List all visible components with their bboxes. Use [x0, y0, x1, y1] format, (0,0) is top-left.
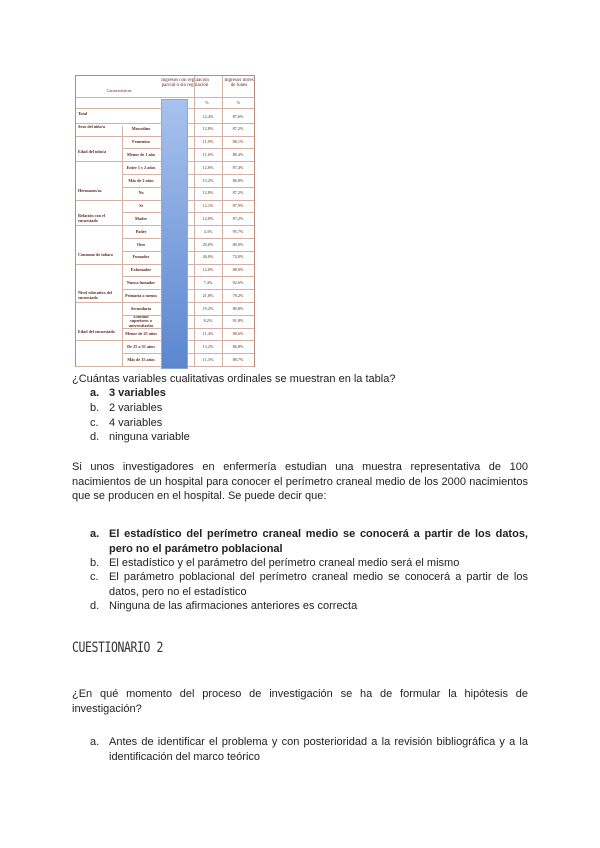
row-group-label: Relación con el encuestado [78, 214, 105, 223]
row-value-2: 88,6% [232, 331, 244, 337]
row-sub-label: Fumador [132, 254, 150, 260]
q1-option-d [90, 430, 190, 445]
row-sub-label: Menor de 1 año [127, 151, 155, 157]
row-value-1: 12,8% [202, 215, 214, 221]
row-value-1: 11,9% [202, 139, 214, 145]
row-value-2: 88,4% [232, 151, 244, 157]
question-1: ¿Cuántas variables cualitativas ordinales se muestran en la tabla? [72, 373, 396, 385]
option-text: El estadístico del perímetro craneal medio se conocerá a partir de los datos, pero no el parámetro poblacional [109, 528, 528, 555]
option-letter: a. [90, 387, 100, 399]
row-value-1: 21,8% [202, 292, 214, 298]
row-value-1: 13,2% [202, 177, 214, 183]
row-value-1: 12,1% [202, 203, 214, 209]
row-sub-label: Otro [136, 241, 146, 247]
q1-option-a [90, 386, 166, 401]
row-group-label: Total [78, 112, 88, 116]
option-letter: a. [90, 736, 100, 748]
row-value-2: 74,0% [232, 254, 244, 260]
row-value-1: 7,4% [203, 279, 213, 285]
row-sub-label: Padre [135, 228, 147, 234]
row-sub-label: Estudios superiores o universitarios [128, 315, 154, 328]
row-sub-label: Masculino [131, 126, 151, 132]
row-value-2: 87,2% [232, 215, 244, 221]
option-letter: d. [90, 600, 100, 612]
option-text: 2 variables [109, 402, 163, 414]
q2-option-d [90, 599, 528, 614]
row-sub-label: Primaria o menos [125, 292, 157, 298]
row-value-2: 87,2% [232, 126, 244, 132]
header-col1: Ingresos con regulación parcial o sin regulación [161, 78, 209, 89]
option-text: 3 variables [109, 387, 166, 399]
option-text: El parámetro poblacional del perímetro craneal medio se conocerá a partir de los datos, pero no el estadístico [109, 571, 528, 598]
row-sub-label: Más de 35 años [127, 356, 155, 362]
row-value-1: 4,3% [203, 228, 213, 234]
row-sub-label: Entre 1 y 2 años [126, 164, 156, 170]
option-letter: d. [90, 431, 100, 443]
option-text: 4 variables [109, 417, 163, 429]
row-value-2: 88,0% [232, 267, 244, 273]
row-group-label: Consumo de tabaco [78, 252, 114, 257]
row-group-label: Sexo del niño/a [78, 124, 105, 129]
option-letter: b. [90, 557, 100, 569]
option-text: ninguna variable [109, 431, 190, 443]
row-sub-label: Secundaria [130, 305, 152, 311]
header-characteristics: Características [106, 89, 132, 93]
row-value-1: 26,0% [202, 254, 214, 260]
option-letter: a. [90, 528, 100, 540]
row-sub-label: De 25 a 35 años [127, 343, 155, 349]
header-pct1: % [205, 101, 209, 105]
row-value-2: 80,0% [232, 241, 244, 247]
q2-option-c [90, 570, 528, 599]
row-sub-label: Femenino [132, 139, 150, 145]
row-value-1: 12,8% [202, 190, 214, 196]
option-text: Ninguna de las afirmaciones anteriores es correcta [109, 600, 358, 612]
row-value-1: 20,0% [202, 241, 214, 247]
row-value-2: 87,9% [232, 203, 244, 209]
row-value-1: 12,8% [202, 126, 214, 132]
option-letter: b. [90, 402, 100, 414]
row-value-2: 80,8% [232, 305, 244, 311]
row-sub-label: Nunca fumador [126, 279, 156, 285]
row-value-2: 87,2% [232, 190, 244, 196]
row-value-2: 91,8% [232, 318, 244, 324]
option-letter: c. [90, 417, 99, 429]
row-value-1: 19,2% [202, 305, 214, 311]
header-pct2: % [236, 101, 241, 105]
row-value-1: 8,2% [203, 318, 213, 324]
survey-table [75, 75, 255, 367]
option-text: Antes de identificar el problema y con posterioridad a la revisión bibliográfica y a la identificación del marco teórico [109, 736, 528, 763]
q3-option-a [90, 735, 528, 764]
row-sub-label: Madre [134, 215, 148, 221]
row-value-2: 86,8% [232, 343, 244, 349]
row-sub-label: Más de 2 años [128, 177, 154, 183]
row-value-1: 11,4% [202, 331, 214, 337]
header-col2: Ingresos libres de lunes [224, 78, 254, 89]
question-2: Si unos investigadores en enfermería estudian una muestra representativa de 100 nacimientos de un hospital para conocer el perímetro craneal medio de los 2000 nacimientos que se producen en el hospital. Se puede decir que: [72, 461, 528, 503]
row-value-2: 78,2% [232, 292, 244, 298]
q2-option-a [90, 527, 528, 556]
section-title: CUESTIONARIO 2 [72, 640, 164, 656]
row-sub-label: Sí [139, 203, 143, 209]
row-group-label: Hermanos/as [78, 188, 102, 193]
option-text: El estadístico y el parámetro del perímetro craneal medio será el mismo [109, 557, 460, 569]
row-value-1: 12,0% [202, 267, 214, 273]
option-letter: c. [90, 571, 99, 583]
row-value-2: 87,6% [232, 113, 244, 119]
row-value-2: 86,8% [232, 177, 244, 183]
row-value-1: 12,4% [202, 113, 214, 119]
row-value-2: 88,1% [232, 139, 244, 145]
q1-option-c [90, 416, 162, 431]
row-value-1: 11,6% [202, 151, 214, 157]
question-3: ¿En qué momento del proceso de investigación se ha de formular la hipótesis de investigación? [72, 688, 528, 715]
row-value-2: 87,4% [232, 164, 244, 170]
row-value-2: 88,7% [232, 356, 244, 362]
row-value-1: 12,6% [202, 164, 214, 170]
row-sub-label: Exfumador [130, 267, 152, 273]
q2-option-b [90, 556, 528, 571]
row-group-label: Nivel educativo del encuestado [78, 291, 112, 300]
row-group-label: Edad del encuestado [78, 329, 115, 334]
row-value-2: 95,7% [232, 228, 244, 234]
row-value-1: 11,3% [202, 356, 214, 362]
row-sub-label: No [138, 190, 144, 196]
highlight-bar [161, 99, 188, 369]
row-sub-label: Menor de 25 años [125, 331, 157, 337]
row-group-label: Edad del niño/a [78, 150, 107, 155]
q1-option-b [90, 401, 162, 416]
row-value-2: 92,6% [232, 279, 244, 285]
row-value-1: 13,2% [202, 343, 214, 349]
